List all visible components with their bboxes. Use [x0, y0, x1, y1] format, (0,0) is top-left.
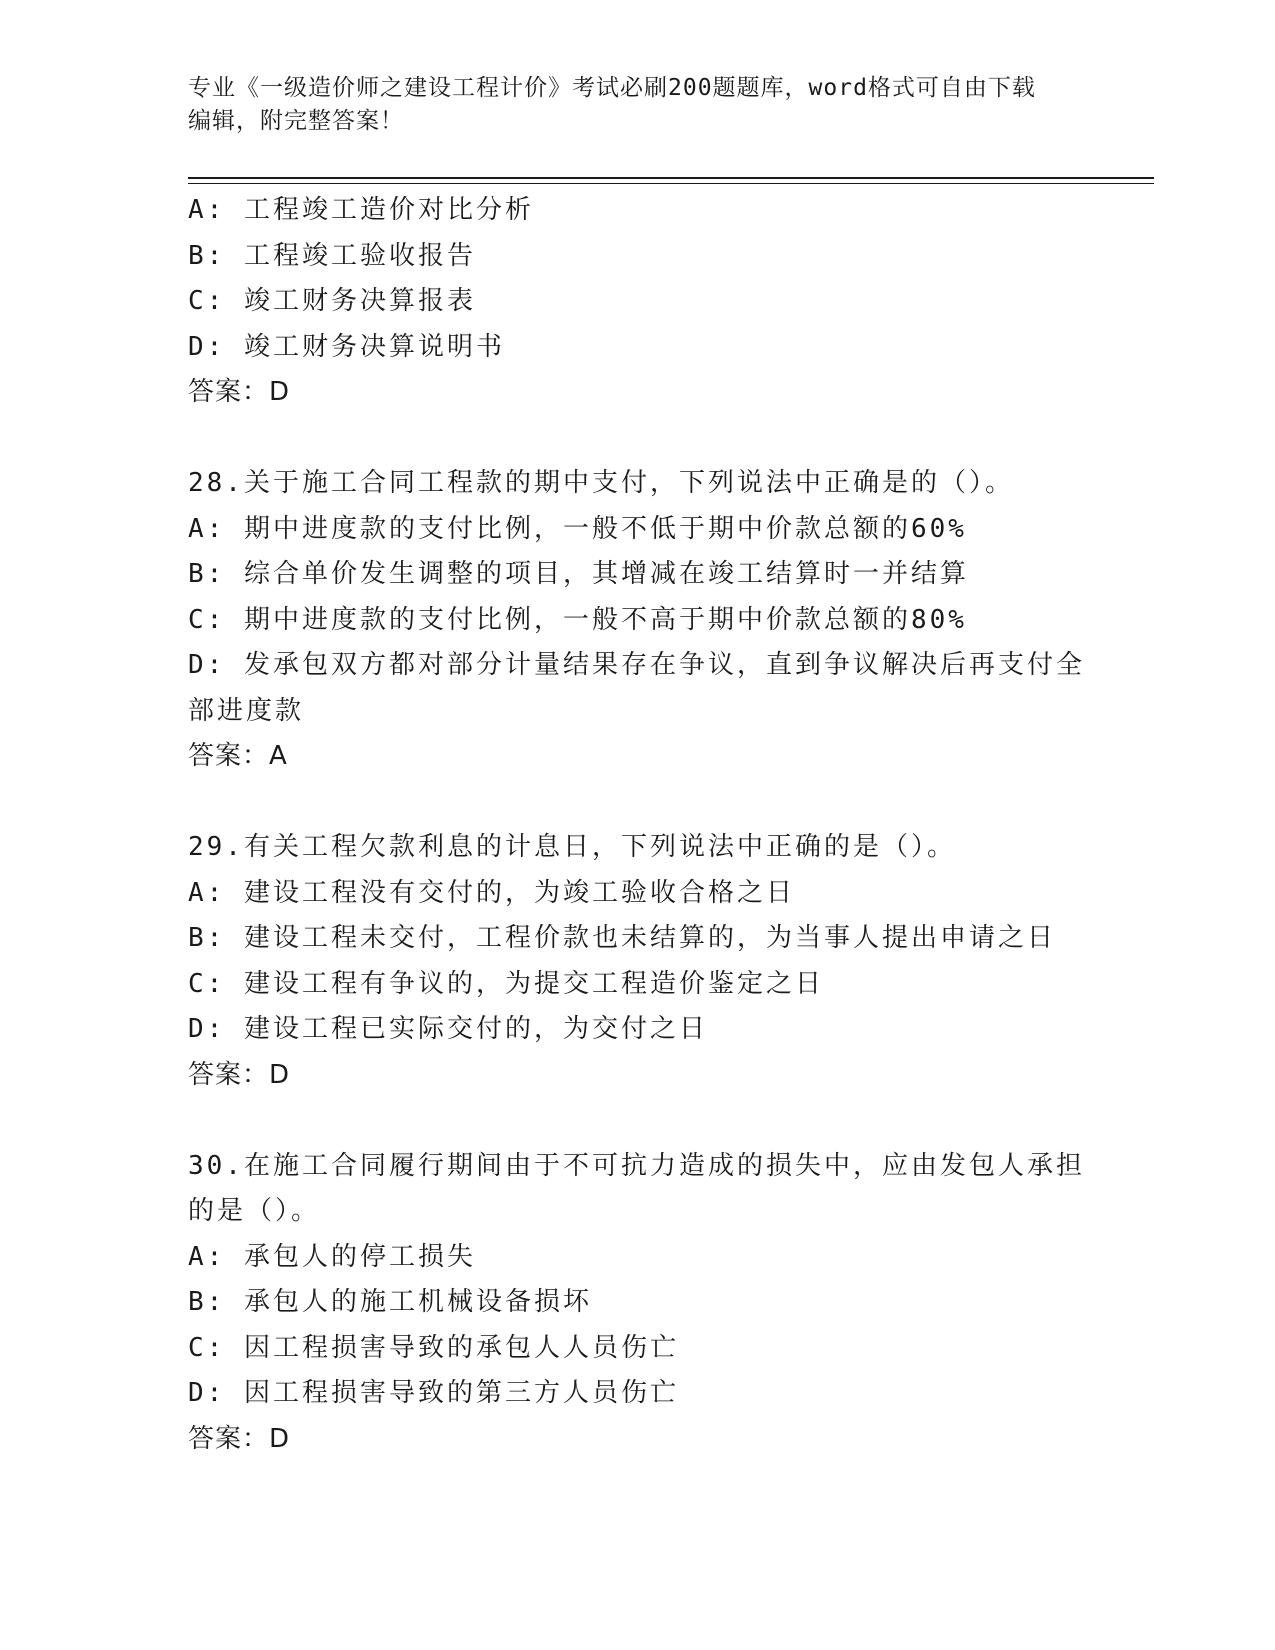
answer-line: 答案：D — [188, 1423, 291, 1454]
spacer — [188, 1098, 1088, 1144]
question-stem: 29.有关工程欠款利息的计息日，下列说法中正确的是（）。 — [188, 832, 956, 862]
question-list — [188, 188, 1088, 1462]
question-stem: 30.在施工合同履行期间由于不可抗力造成的损失中，应由发包人承担 — [188, 1150, 1085, 1181]
answer-line: 答案：D — [188, 1059, 291, 1090]
header-line-1: 专业《一级造价师之建设工程计价》考试必刷200题题库，word格式可自由下载 — [188, 75, 1036, 101]
option-a: A: 工程竣工造价对比分析 — [188, 195, 534, 225]
option-d: D: 建设工程已实际交付的，为交付之日 — [188, 1014, 708, 1044]
option-d: D: 发承包双方都对部分计量结果存在争议，直到争议解决后再支付全 — [188, 650, 1085, 680]
option-c: C: 因工程损害导致的承包人人员伤亡 — [188, 1332, 679, 1363]
header-divider-thick — [188, 177, 1154, 179]
option-d: D: 竣工财务决算说明书 — [188, 331, 505, 362]
option-a: A: 承包人的停工损失 — [188, 1241, 476, 1272]
header-line-2: 编辑，附完整答案！ — [188, 108, 404, 134]
question-30 — [188, 1144, 1088, 1463]
option-d-continued: 部进度款 — [188, 695, 305, 726]
spacer — [188, 780, 1088, 826]
header-divider-thin — [188, 183, 1154, 184]
spacer — [188, 416, 1088, 462]
option-c: C: 建设工程有争议的，为提交工程造价鉴定之日 — [188, 968, 824, 999]
question-27-options — [188, 188, 1088, 416]
option-a: A: 期中进度款的支付比例，一般不低于期中价款总额的60% — [188, 513, 967, 544]
page-header — [188, 72, 1068, 138]
option-d: D: 因工程损害导致的第三方人员伤亡 — [188, 1378, 679, 1408]
option-b: B: 建设工程未交付，工程价款也未结算的，为当事人提出申请之日 — [188, 923, 1056, 953]
option-a: A: 建设工程没有交付的，为竣工验收合格之日 — [188, 877, 795, 908]
question-stem-continued: 的是（）。 — [188, 1196, 321, 1226]
option-c: C: 竣工财务决算报表 — [188, 286, 476, 316]
answer-line: 答案：D — [188, 377, 291, 407]
option-b: B: 承包人的施工机械设备损坏 — [188, 1287, 592, 1317]
question-29 — [188, 825, 1088, 1098]
option-b: B: 工程竣工验收报告 — [188, 240, 476, 271]
answer-line: 答案：A — [188, 741, 288, 771]
question-stem: 28.关于施工合同工程款的期中支付，下列说法中正确是的（）。 — [188, 468, 1014, 498]
question-28 — [188, 461, 1088, 780]
option-b: B: 综合单价发生调整的项目，其增减在竣工结算时一并结算 — [188, 559, 969, 589]
option-c: C: 期中进度款的支付比例，一般不高于期中价款总额的80% — [188, 604, 967, 635]
